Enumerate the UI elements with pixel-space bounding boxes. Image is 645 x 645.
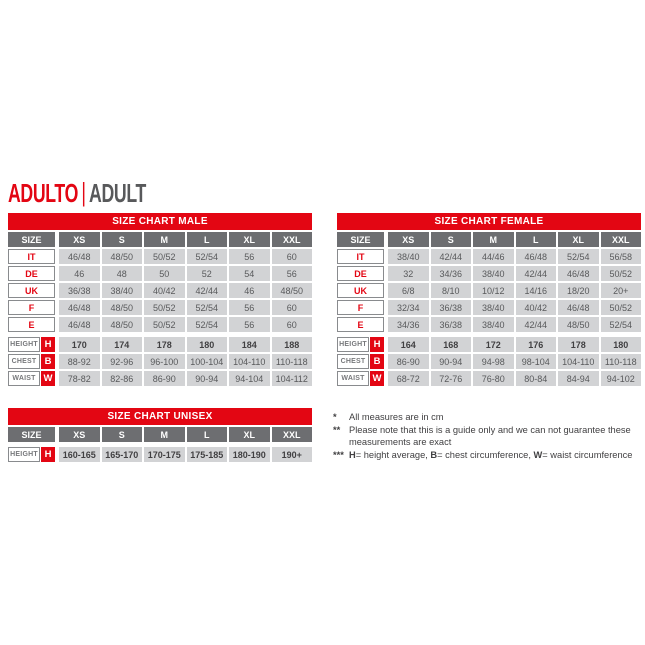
region-label-cell: E <box>337 317 384 332</box>
footnote-marker: *** <box>333 449 344 460</box>
footnote-marker: ** <box>333 424 341 435</box>
size-value-cell: 46/48 <box>59 317 100 332</box>
size-header-cell: SIZE <box>8 427 55 442</box>
measure-name-cell: CHEST <box>337 354 369 369</box>
header-cells <box>388 232 641 247</box>
measure-label <box>8 354 55 369</box>
measure-value-cells <box>59 354 312 369</box>
size-value-cell: 38/40 <box>388 249 429 264</box>
measure-label <box>8 371 55 386</box>
footnote-segment: = waist circumference <box>542 449 633 460</box>
size-value-cell: 40/42 <box>144 283 185 298</box>
footnote <box>333 411 645 424</box>
size-value-cell: 50/52 <box>601 300 642 315</box>
size-value-cell: 34/36 <box>431 266 472 281</box>
footnote-text <box>349 411 645 424</box>
measure-row <box>8 371 312 386</box>
size-value-cell: 6/8 <box>388 283 429 298</box>
page-title-separator: | <box>81 177 86 207</box>
size-value-cell: 38/40 <box>473 266 514 281</box>
size-value-cell: 50/52 <box>144 249 185 264</box>
measure-name-cell: WAIST <box>8 371 40 386</box>
size-row <box>8 266 312 281</box>
size-row <box>8 249 312 264</box>
size-value-cell: 36/38 <box>431 317 472 332</box>
measure-row <box>337 337 641 352</box>
size-value-cell: 42/44 <box>431 249 472 264</box>
size-value-cell: 50/52 <box>144 317 185 332</box>
size-chart-male <box>8 213 312 386</box>
measure-value-cell: 180-190 <box>229 447 270 462</box>
size-value-cell: 8/10 <box>431 283 472 298</box>
footnote <box>333 424 645 449</box>
size-value-cell: 54 <box>229 266 270 281</box>
column-header-m: M <box>144 427 185 442</box>
size-row <box>337 300 641 315</box>
size-value-cell: 42/44 <box>516 266 557 281</box>
measure-name-cell: HEIGHT <box>8 447 40 462</box>
region-label-cell: F <box>337 300 384 315</box>
column-header-m: M <box>144 232 185 247</box>
size-value-cell: 48/50 <box>272 283 313 298</box>
measure-value-cell: 90-94 <box>187 371 228 386</box>
column-header-l: L <box>187 232 228 247</box>
measure-value-cells <box>388 337 641 352</box>
footnote-text <box>349 449 645 462</box>
size-value-cells <box>59 283 312 298</box>
measure-value-cell: 178 <box>144 337 185 352</box>
size-value-cell: 42/44 <box>516 317 557 332</box>
size-header-cell: SIZE <box>8 232 55 247</box>
measure-value-cell: 98-104 <box>516 354 557 369</box>
measure-value-cell: 104-110 <box>229 354 270 369</box>
measure-value-cell: 168 <box>431 337 472 352</box>
footnote-segment: W <box>533 449 543 460</box>
measure-value-cells <box>59 447 312 462</box>
measure-value-cell: 78-82 <box>59 371 100 386</box>
measure-value-cell: 110-118 <box>272 354 313 369</box>
measure-value-cell: 104-112 <box>272 371 313 386</box>
size-value-cell: 48 <box>102 266 143 281</box>
size-value-cell: 52/54 <box>187 249 228 264</box>
size-value-cell: 46/48 <box>516 249 557 264</box>
footnote-segment: B <box>430 449 438 460</box>
size-value-cells <box>59 266 312 281</box>
measure-value-cell: 92-96 <box>102 354 143 369</box>
measure-badge: H <box>41 447 55 462</box>
size-header-cell: SIZE <box>337 232 384 247</box>
size-value-cell: 36/38 <box>431 300 472 315</box>
page-title-primary: ADULTO <box>8 178 78 208</box>
column-header-l: L <box>187 427 228 442</box>
footnotes <box>333 411 645 461</box>
size-value-cell: 52 <box>187 266 228 281</box>
size-chart-unisex <box>8 408 312 462</box>
size-value-cell: 32/34 <box>388 300 429 315</box>
column-header-s: S <box>102 232 143 247</box>
column-header-xl: XL <box>558 232 599 247</box>
measure-row <box>8 354 312 369</box>
column-header-xl: XL <box>229 427 270 442</box>
measure-value-cell: 160-165 <box>59 447 100 462</box>
size-value-cell: 14/16 <box>516 283 557 298</box>
measure-value-cell: 94-98 <box>473 354 514 369</box>
size-value-cell: 10/12 <box>473 283 514 298</box>
header-row <box>8 232 312 247</box>
size-value-cells <box>59 317 312 332</box>
measure-value-cell: 170 <box>59 337 100 352</box>
footnote-segment: Please note that this is a guide only and we can not guarantee these measurements are exact <box>349 424 631 447</box>
size-value-cell: 56 <box>229 300 270 315</box>
size-value-cell: 20+ <box>601 283 642 298</box>
measure-label <box>337 371 384 386</box>
size-value-cell: 52/54 <box>187 317 228 332</box>
size-value-cell: 46/48 <box>59 249 100 264</box>
page-title <box>8 178 146 209</box>
size-value-cell: 46/48 <box>59 300 100 315</box>
measure-label <box>8 447 55 462</box>
footnote-text <box>349 424 645 449</box>
column-header-l: L <box>516 232 557 247</box>
size-value-cells <box>388 266 641 281</box>
region-label-cell: UK <box>337 283 384 298</box>
size-value-cell: 56/58 <box>601 249 642 264</box>
size-value-cells <box>59 249 312 264</box>
footnote-segment: = height average, <box>355 449 431 460</box>
size-value-cell: 60 <box>272 317 313 332</box>
chart-title-banner: SIZE CHART MALE <box>8 213 312 230</box>
size-value-cell: 42/44 <box>187 283 228 298</box>
size-row <box>8 317 312 332</box>
measure-value-cell: 84-94 <box>558 371 599 386</box>
column-header-xxl: XXL <box>272 427 313 442</box>
size-value-cell: 60 <box>272 300 313 315</box>
column-header-xl: XL <box>229 232 270 247</box>
size-value-cell: 46 <box>59 266 100 281</box>
size-value-cell: 60 <box>272 249 313 264</box>
size-value-cell: 46/48 <box>558 300 599 315</box>
measure-value-cell: 76-80 <box>473 371 514 386</box>
measure-row <box>337 354 641 369</box>
footnote-segment: All measures are in cm <box>349 412 444 422</box>
size-value-cell: 48/50 <box>558 317 599 332</box>
footnote-marker: * <box>333 412 337 422</box>
measure-value-cell: 90-94 <box>431 354 472 369</box>
measure-badge: B <box>41 354 55 369</box>
footnote <box>333 449 645 462</box>
size-row <box>337 249 641 264</box>
size-value-cell: 40/42 <box>516 300 557 315</box>
measure-value-cell: 172 <box>473 337 514 352</box>
measure-name-cell: WAIST <box>337 371 369 386</box>
measure-value-cell: 96-100 <box>144 354 185 369</box>
measure-value-cell: 176 <box>516 337 557 352</box>
measure-badge: W <box>370 371 384 386</box>
size-value-cells <box>388 249 641 264</box>
column-header-xs: XS <box>59 427 100 442</box>
column-header-xs: XS <box>59 232 100 247</box>
measure-name-cell: CHEST <box>8 354 40 369</box>
measure-value-cell: 104-110 <box>558 354 599 369</box>
column-header-m: M <box>473 232 514 247</box>
size-value-cells <box>388 317 641 332</box>
size-value-cell: 50/52 <box>601 266 642 281</box>
size-value-cell: 34/36 <box>388 317 429 332</box>
region-label-cell: IT <box>8 249 55 264</box>
size-value-cell: 48/50 <box>102 317 143 332</box>
measure-value-cell: 86-90 <box>388 354 429 369</box>
measure-value-cell: 82-86 <box>102 371 143 386</box>
measure-value-cell: 94-104 <box>229 371 270 386</box>
size-row <box>337 283 641 298</box>
measure-value-cell: 174 <box>102 337 143 352</box>
measure-value-cell: 190+ <box>272 447 313 462</box>
measure-badge: B <box>370 354 384 369</box>
size-value-cell: 52/54 <box>558 249 599 264</box>
footnote-segment: H <box>349 449 356 460</box>
size-value-cell: 56 <box>229 249 270 264</box>
measure-value-cell: 80-84 <box>516 371 557 386</box>
measure-value-cell: 100-104 <box>187 354 228 369</box>
size-value-cell: 48/50 <box>102 300 143 315</box>
measure-value-cell: 180 <box>187 337 228 352</box>
measure-value-cells <box>388 371 641 386</box>
size-value-cells <box>388 283 641 298</box>
measure-value-cell: 164 <box>388 337 429 352</box>
measure-label <box>337 354 384 369</box>
measure-value-cell: 170-175 <box>144 447 185 462</box>
chart-title-banner: SIZE CHART UNISEX <box>8 408 312 425</box>
size-value-cell: 38/40 <box>102 283 143 298</box>
measure-label <box>8 337 55 352</box>
size-value-cells <box>59 300 312 315</box>
measure-badge: W <box>41 371 55 386</box>
chart-title-banner: SIZE CHART FEMALE <box>337 213 641 230</box>
column-header-s: S <box>102 427 143 442</box>
measure-value-cell: 188 <box>272 337 313 352</box>
measure-value-cell: 88-92 <box>59 354 100 369</box>
measure-value-cell: 68-72 <box>388 371 429 386</box>
size-value-cell: 50 <box>144 266 185 281</box>
measure-value-cell: 110-118 <box>601 354 642 369</box>
region-label-cell: E <box>8 317 55 332</box>
region-label-cell: DE <box>8 266 55 281</box>
measure-badge: H <box>41 337 55 352</box>
size-value-cell: 48/50 <box>102 249 143 264</box>
measure-value-cell: 178 <box>558 337 599 352</box>
column-header-xxl: XXL <box>272 232 313 247</box>
measure-value-cell: 180 <box>601 337 642 352</box>
header-row <box>337 232 641 247</box>
measure-label <box>337 337 384 352</box>
measure-value-cells <box>59 371 312 386</box>
header-cells <box>59 427 312 442</box>
size-chart-female <box>337 213 641 386</box>
size-value-cell: 36/38 <box>59 283 100 298</box>
size-value-cell: 52/54 <box>187 300 228 315</box>
size-value-cells <box>388 300 641 315</box>
size-value-cell: 50/52 <box>144 300 185 315</box>
measure-row <box>8 337 312 352</box>
header-cells <box>59 232 312 247</box>
measure-value-cell: 165-170 <box>102 447 143 462</box>
page-title-secondary: ADULT <box>89 178 146 208</box>
size-value-cell: 38/40 <box>473 300 514 315</box>
size-value-cell: 46/48 <box>558 266 599 281</box>
size-row <box>337 317 641 332</box>
measure-row <box>337 371 641 386</box>
header-row <box>8 427 312 442</box>
region-label-cell: DE <box>337 266 384 281</box>
size-value-cell: 32 <box>388 266 429 281</box>
measure-row <box>8 447 312 462</box>
size-row <box>337 266 641 281</box>
column-header-s: S <box>431 232 472 247</box>
column-header-xs: XS <box>388 232 429 247</box>
size-row <box>8 283 312 298</box>
measure-value-cell: 184 <box>229 337 270 352</box>
size-value-cell: 56 <box>229 317 270 332</box>
region-label-cell: UK <box>8 283 55 298</box>
size-value-cell: 52/54 <box>601 317 642 332</box>
measure-value-cell: 175-185 <box>187 447 228 462</box>
column-header-xxl: XXL <box>601 232 642 247</box>
footnote-segment: = chest circumference, <box>437 449 534 460</box>
size-value-cell: 46 <box>229 283 270 298</box>
region-label-cell: IT <box>337 249 384 264</box>
measure-value-cells <box>59 337 312 352</box>
measure-value-cell: 94-102 <box>601 371 642 386</box>
measure-value-cell: 86-90 <box>144 371 185 386</box>
size-row <box>8 300 312 315</box>
size-value-cell: 38/40 <box>473 317 514 332</box>
region-label-cell: F <box>8 300 55 315</box>
measure-value-cells <box>388 354 641 369</box>
size-value-cell: 56 <box>272 266 313 281</box>
measure-name-cell: HEIGHT <box>8 337 40 352</box>
measure-badge: H <box>370 337 384 352</box>
measure-name-cell: HEIGHT <box>337 337 369 352</box>
size-value-cell: 44/46 <box>473 249 514 264</box>
size-value-cell: 18/20 <box>558 283 599 298</box>
measure-value-cell: 72-76 <box>431 371 472 386</box>
